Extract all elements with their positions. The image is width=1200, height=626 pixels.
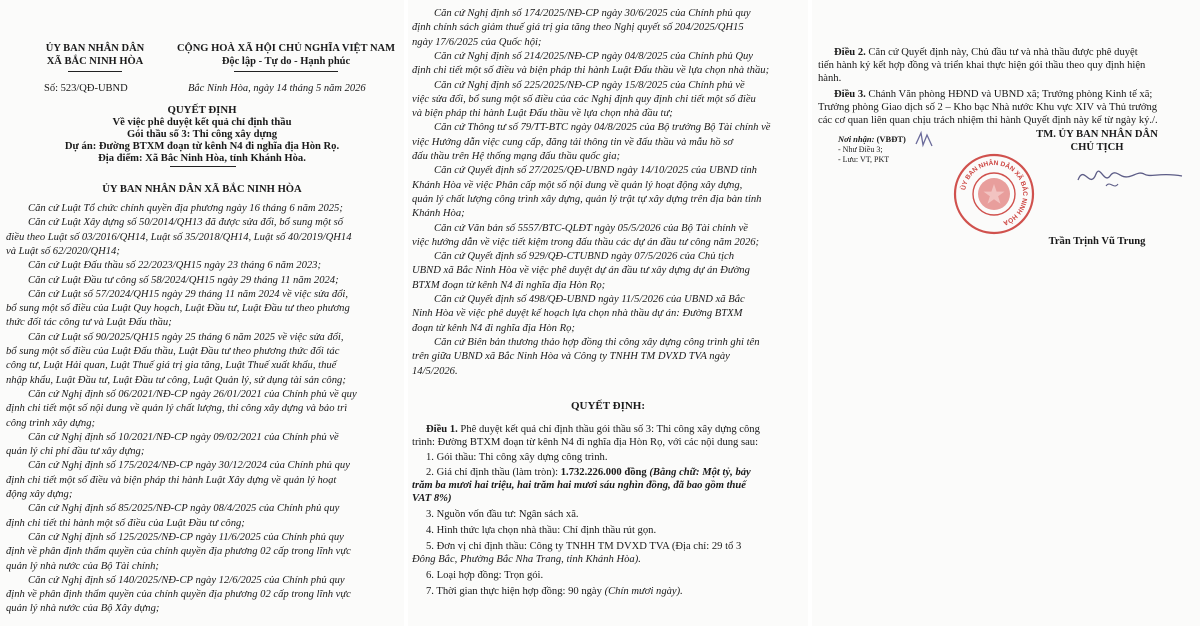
legal-basis-line: và Luật số 62/2020/QH14; bbox=[6, 245, 120, 257]
item-2-words-2: trăm ba mươi hai triệu, hai trăm hai mươi sáu nghìn đồng, đã bao gồm thuế bbox=[412, 480, 747, 491]
legal-basis-line: BTXM đoạn từ kênh N4 đi nghĩa địa Hòn Rọ; bbox=[412, 279, 606, 291]
legal-basis-line: thức đối tác công tư và Luật Đấu thầu; bbox=[6, 317, 172, 329]
decision-page-3 bbox=[812, 0, 1200, 626]
legal-basis-line: Căn cứ Nghị định số 174/2025/NĐ-CP ngày 30/6/2025 của Chính phủ quy bbox=[434, 8, 751, 19]
item-5: 5. Đơn vị chỉ định thầu: Công ty TNHH TM DVXD TVA (Địa chỉ: 29 tổ 3 bbox=[426, 541, 742, 552]
legal-basis-line: Căn cứ Luật Đầu tư công số 58/2024/QH15 ngày 29 tháng 11 năm 2024; bbox=[28, 274, 339, 286]
item-7-label: 7. Thời gian thực hiện hợp đồng: 90 ngày bbox=[426, 586, 605, 597]
recipients-label-text: Nơi nhận: bbox=[838, 134, 875, 144]
legal-basis-line: ngày 17/6/2025 của Quốc hội; bbox=[412, 36, 542, 48]
legal-basis-line: trên giữa UBND xã Bắc Ninh Hòa và Công ty TNHH TM DVXD TVA ngày bbox=[412, 351, 730, 363]
article-2-text-2: tiến hành ký kết hợp đồng và triển khai thực hiện gói thầu theo quy định hiện bbox=[818, 60, 1146, 71]
legal-basis-line: 14/5/2026. bbox=[412, 365, 458, 377]
signer-name: Trần Trịnh Vũ Trung bbox=[1048, 236, 1146, 247]
legal-basis-line: bổ sung một số điều của Luật Đấu thầu, Luật Đầu tư theo phương thức đối tác bbox=[6, 346, 340, 357]
article-3-text-3: các cơ quan liên quan chịu trách nhiệm thi hành Quyết định này kể từ ngày ký./. bbox=[818, 115, 1158, 126]
article-2 bbox=[834, 46, 1200, 59]
legal-basis-line: Căn cứ Quyết định số 498/QĐ-UBND ngày 11/5/2026 của UBND xã Bắc bbox=[434, 294, 745, 305]
legal-basis-line: Căn cứ Thông tư số 79/TT-BTC ngày 04/8/2025 của Bộ trưởng Bộ Tài chính về bbox=[434, 122, 771, 134]
doc-subtitle-4: Địa điểm: Xã Bắc Ninh Hòa, tỉnh Khánh Hòa. bbox=[98, 153, 306, 164]
legal-basis-line: định chi tiết một số điều và biện pháp thi hành Luật Đấu thầu về lựa chọn nhà thầu; bbox=[412, 65, 770, 77]
legal-basis-line: định chi tiết thi hành một số điều của Luật Đầu tư công; bbox=[6, 517, 245, 529]
issuer-heading: ỦY BAN NHÂN DÂN XÃ BẮC NINH HÒA bbox=[102, 184, 302, 195]
legal-basis-line: Khánh Hòa về việc Phân cấp một số nội dung về quản lý hoạt động xây dựng, bbox=[412, 179, 743, 191]
article-1-text-2: trình: Đường BTXM đoạn từ kênh N4 đi nghĩa địa Hòn Rọ, với các nội dung sau: bbox=[412, 437, 759, 448]
article-3-text-2: Trưởng phòng Giao dịch số 2 – Kho bạc Nhà nước Khu vực XIV và Thủ trưởng bbox=[818, 102, 1158, 113]
legal-basis-line: Căn cứ Quyết định số 929/QĐ-CTUBND ngày 07/5/2026 của Chủ tịch bbox=[434, 251, 735, 263]
nation-line2: Độc lập - Tự do - Hạnh phúc bbox=[221, 56, 351, 67]
doc-subtitle-1: Về việc phê duyệt kết quả chỉ định thầu bbox=[112, 117, 292, 128]
legal-basis-line: định chi tiết một số nội dung về quản lý chất lượng, thi công xây dựng và bảo trì bbox=[6, 403, 348, 415]
legal-basis-line: Ninh Hòa về việc phê duyệt kế hoạch lựa chọn nhà thầu dự án: Đường BTXM bbox=[412, 308, 743, 320]
legal-basis-line: Căn cứ Luật Xây dựng số 50/2014/QH13 đã được sửa đổi, bổ sung một số bbox=[28, 217, 344, 229]
agency-header bbox=[30, 42, 160, 68]
legal-basis-line: việc sửa đổi, bổ sung một số điều của các Nghị định quy định chi tiết một số điều bbox=[412, 93, 756, 105]
recipient-1: - Như Điều 3; bbox=[838, 145, 883, 154]
legal-basis-line: Căn cứ Nghị định số 10/2021/NĐ-CP ngày 09/02/2021 của Chính phủ về bbox=[28, 431, 339, 443]
handwritten-signature bbox=[1070, 150, 1190, 200]
article-2-text-3: hành. bbox=[818, 73, 842, 84]
legal-basis-line: Khánh Hòa; bbox=[412, 208, 465, 220]
legal-basis-line: việc Hướng dẫn việc cung cấp, đăng tải thông tin về đấu thầu và mẫu hồ sơ bbox=[412, 136, 734, 148]
nation-line1: CỘNG HOÀ XÃ HỘI CHỦ NGHĨA VIỆT NAM bbox=[176, 43, 396, 54]
doc-subtitle-2: Gói thầu số 3: Thi công xây dựng bbox=[126, 129, 278, 140]
nation-divider bbox=[234, 71, 338, 72]
decision-page-2 bbox=[408, 0, 808, 626]
item-2-words-3: VAT 8%) bbox=[412, 493, 452, 504]
legal-basis-line: công trình xây dựng; bbox=[6, 417, 96, 429]
legal-basis-line: đấu thầu trên Hệ thống mạng đấu thầu quốc gia; bbox=[412, 151, 621, 162]
nation-header bbox=[168, 42, 404, 68]
legal-basis-line: đoạn từ kênh N4 đi nghĩa địa Hòn Rọ; bbox=[412, 322, 575, 334]
article-1-text: Phê duyệt kết quả chỉ định thầu gói thầu số 3: Thi công xây dựng công bbox=[457, 424, 760, 435]
recipients-code: (VBĐT) bbox=[874, 134, 906, 144]
legal-basis-line: Căn cứ Luật Đấu thầu số 22/2023/QH15 ngày 23 tháng 6 năm 2023; bbox=[28, 260, 321, 272]
legal-basis-line: quản lý nhà nước của Bộ Tài chính; bbox=[6, 560, 159, 572]
legal-basis-line: định chi tiết một số điều và biện pháp thi hành Luật Xây dựng về quản lý hoạt bbox=[6, 474, 337, 486]
signatory-org: TM. ỦY BAN NHÂN DÂN bbox=[1036, 129, 1158, 140]
article-2-label: Điều 2. bbox=[834, 47, 866, 58]
agency-line1: ỦY BAN NHÂN DÂN bbox=[45, 43, 145, 54]
legal-basis-line: Căn cứ Nghị định số 225/2025/NĐ-CP ngày 15/8/2025 của Chính phủ về bbox=[434, 79, 745, 91]
legal-basis-line: định chính sách giảm thuế giá trị gia tăng theo Nghị quyết số 204/2025/QH15 bbox=[412, 22, 744, 34]
item-1: 1. Gói thầu: Thi công xây dựng công trình. bbox=[426, 452, 608, 463]
signatory-title: CHỦ TỊCH bbox=[1070, 142, 1124, 153]
article-2-text: Căn cứ Quyết định này, Chủ đầu tư và nhà thầu được phê duyệt bbox=[865, 47, 1138, 58]
item-2-amount: 1.732.226.000 đồng bbox=[560, 467, 647, 478]
stamp-text: ỦY BAN NHÂN DÂN XÃ BẮC NINH HÒA bbox=[960, 159, 1029, 227]
legal-basis-line: Căn cứ Nghị định số 140/2025/NĐ-CP ngày 12/6/2025 của Chính phủ quy bbox=[28, 574, 345, 586]
doc-title: QUYẾT ĐỊNH bbox=[167, 104, 237, 116]
doc-number: Số: 523/QĐ-UBND bbox=[44, 83, 128, 94]
legal-basis-line: Căn cứ Nghị định số 85/2025/NĐ-CP ngày 08/4/2025 của Chính phủ quy bbox=[28, 503, 340, 515]
official-stamp bbox=[952, 152, 1036, 236]
legal-basis-line: Căn cứ Biên bản thương thảo hợp đồng thi công xây dựng công trình ghi tên bbox=[434, 336, 760, 348]
legal-basis-line: công tư, Luật Hải quan, Luật Thuế giá trị gia tăng, Luật Thuế xuất khẩu, thuế bbox=[6, 360, 337, 372]
article-1-label: Điều 1. bbox=[426, 424, 458, 435]
legal-basis-line: định về phân định thẩm quyền của chính quyền địa phương 02 cấp trong lĩnh vực bbox=[6, 546, 351, 558]
legal-basis-line: Căn cứ Luật Tổ chức chính quyền địa phương ngày 16 tháng 6 năm 2025; bbox=[28, 203, 343, 214]
legal-basis-line: Căn cứ Quyết định số 27/2025/QĐ-UBND ngày 14/10/2025 của UBND tỉnh bbox=[434, 165, 757, 177]
legal-basis-line: nhập khẩu, Luật Đầu tư, Luật Đầu tư công, Luật Quản lý, sử dụng tài sản công; bbox=[6, 374, 346, 386]
agency-divider bbox=[68, 71, 122, 72]
legal-basis-line: động xây dựng; bbox=[6, 489, 73, 500]
article-1 bbox=[426, 423, 808, 436]
item-4: 4. Hình thức lựa chọn nhà thầu: Chỉ định thầu rút gọn. bbox=[426, 525, 657, 536]
item-5-2: Đông Bắc, Phường Bắc Nha Trang, tỉnh Khánh Hòa). bbox=[412, 554, 641, 565]
item-2-words: (Bằng chữ: Một tỷ, bảy bbox=[646, 467, 751, 478]
legal-basis-line: và biện pháp thi hành Luật Đấu thầu về lựa chọn nhà đầu tư; bbox=[412, 108, 673, 120]
legal-basis-line: Căn cứ Luật số 90/2025/QH15 ngày 25 tháng 6 năm 2025 về việc sửa đổi, bbox=[28, 331, 344, 343]
legal-basis-line: bổ sung một số điều của Luật Quy hoạch, Luật Đầu tư, Luật Đầu tư theo phương bbox=[6, 303, 350, 315]
article-3 bbox=[834, 88, 1200, 101]
legal-basis-line: UBND xã Bắc Ninh Hòa về việc phê duyệt dự án đầu tư xây dựng dự án Đường bbox=[412, 265, 750, 277]
legal-basis-line: định về phân định thẩm quyền của chính quyền địa phương 02 cấp trong lĩnh vực bbox=[6, 589, 351, 601]
item-6: 6. Loại hợp đồng: Trọn gói. bbox=[426, 570, 544, 581]
decision-heading: QUYẾT ĐỊNH: bbox=[570, 400, 646, 412]
item-7 bbox=[426, 585, 808, 598]
decision-page-1 bbox=[0, 0, 404, 626]
item-2-label: 2. Giá chỉ định thầu (làm tròn): bbox=[426, 467, 561, 478]
legal-basis-line: quản lý chi phí đầu tư xây dựng; bbox=[6, 446, 145, 458]
doc-subtitle-3: Dự án: Đường BTXM đoạn từ kênh N4 đi nghĩa địa Hòn Rọ. bbox=[64, 141, 340, 152]
place-date: Bắc Ninh Hòa, ngày 14 tháng 5 năm 2026 bbox=[188, 83, 366, 94]
recipient-2: - Lưu: VT, PKT bbox=[838, 155, 890, 164]
item-2 bbox=[426, 466, 808, 479]
legal-basis-line: Căn cứ Nghị định số 175/2024/NĐ-CP ngày 30/12/2024 của Chính phủ quy bbox=[28, 460, 350, 472]
legal-basis-line: quản lý nhà nước của Bộ Xây dựng; bbox=[6, 603, 160, 615]
legal-basis-line: việc hướng dẫn về việc tiết kiệm trong đấu thầu các dự án đầu tư công năm 2026; bbox=[412, 236, 760, 248]
legal-basis-line: Căn cứ Nghị định số 214/2025/NĐ-CP ngày 04/8/2025 của Chính phủ Quy bbox=[434, 50, 753, 62]
legal-basis-line: quản lý chất lượng công trình xây dựng, quản lý trật tự xây dựng trên địa bàn tỉnh bbox=[412, 193, 762, 205]
agency-line2: XÃ BẮC NINH HÒA bbox=[46, 56, 144, 67]
item-3: 3. Nguồn vốn đầu tư: Ngân sách xã. bbox=[426, 509, 579, 520]
legal-basis-line: Căn cứ Văn bản số 5557/BTC-QLĐT ngày 05/5/2026 của Bộ Tài chính về bbox=[434, 222, 748, 234]
legal-basis-line: Căn cứ Nghị định số 06/2021/NĐ-CP ngày 26/01/2021 của Chính phủ về quy bbox=[28, 388, 357, 400]
title-divider bbox=[170, 166, 236, 167]
legal-basis-line: Căn cứ Nghị định số 125/2025/NĐ-CP ngày 11/6/2025 của Chính phủ quy bbox=[28, 531, 344, 543]
article-3-label: Điều 3. bbox=[834, 89, 866, 100]
legal-basis-line: điều theo Luật số 03/2016/QH14, Luật số 35/2018/QH14, Luật số 40/2019/QH14 bbox=[6, 231, 352, 243]
item-7-words: (Chín mươi ngày). bbox=[604, 586, 683, 597]
legal-basis-line: Căn cứ Luật số 57/2024/QH15 ngày 29 tháng 11 năm 2024 về việc sửa đổi, bbox=[28, 288, 349, 300]
article-3-text: Chánh Văn phòng HĐND và UBND xã; Trưởng phòng Kinh tế xã; bbox=[865, 89, 1153, 100]
